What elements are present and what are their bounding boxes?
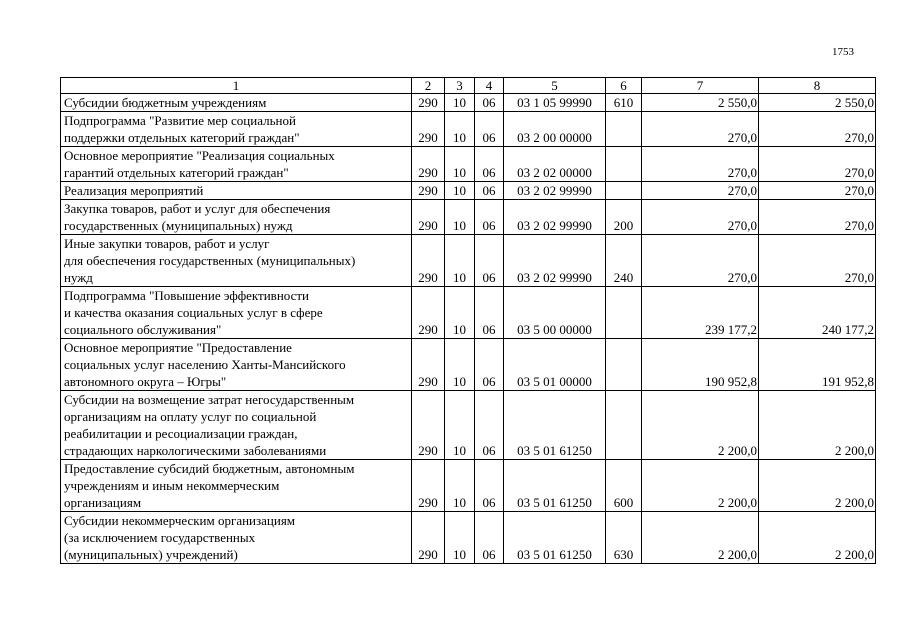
header-cell-6: 6 — [606, 78, 642, 94]
row-col-7: 2 200,0 — [642, 512, 759, 564]
row-col-3: 10 — [445, 182, 475, 200]
row-col-3: 10 — [445, 200, 475, 235]
row-col-7: 270,0 — [642, 235, 759, 287]
header-cell-3: 3 — [445, 78, 475, 94]
row-col-5: 03 5 01 00000 — [504, 339, 606, 391]
row-col-6 — [606, 287, 642, 339]
row-col-3: 10 — [445, 512, 475, 564]
header-cell-5: 5 — [504, 78, 606, 94]
row-col-2: 290 — [412, 339, 445, 391]
row-col-5: 03 1 05 99990 — [504, 94, 606, 112]
row-name: Реализация мероприятий — [61, 182, 412, 200]
row-name: Закупка товаров, работ и услуг для обеспечения государственных (муниципальных) нужд — [61, 200, 412, 235]
row-name: Иные закупки товаров, работ и услуг для обеспечения государственных (муниципальных) нужд — [61, 235, 412, 287]
row-col-2: 290 — [412, 235, 445, 287]
row-col-5: 03 5 01 61250 — [504, 391, 606, 460]
row-col-4: 06 — [475, 460, 504, 512]
row-col-8: 2 550,0 — [759, 94, 876, 112]
row-col-5: 03 5 01 61250 — [504, 512, 606, 564]
header-cell-7: 7 — [642, 78, 759, 94]
row-col-4: 06 — [475, 339, 504, 391]
row-col-2: 290 — [412, 512, 445, 564]
row-name: Основное мероприятие "Предоставление социальных услуг населению Ханты-Мансийского автономного округа – Югры" — [61, 339, 412, 391]
row-name: Субсидии некоммерческим организациям (за исключением государственных (муниципальных) учреждений) — [61, 512, 412, 564]
row-col-8: 2 200,0 — [759, 512, 876, 564]
row-col-4: 06 — [475, 94, 504, 112]
table-row — [61, 182, 876, 200]
table-row — [61, 147, 876, 182]
row-col-3: 10 — [445, 235, 475, 287]
row-name: Субсидии на возмещение затрат негосударственным организациям на оплату услуг по социальной реабилитации и ресоциализации граждан, страдающих наркологическими заболеваниями — [61, 391, 412, 460]
page-number: 1753 — [832, 46, 854, 58]
table-row — [61, 235, 876, 287]
row-col-8: 270,0 — [759, 200, 876, 235]
row-col-7: 2 200,0 — [642, 391, 759, 460]
row-col-6: 240 — [606, 235, 642, 287]
row-col-4: 06 — [475, 391, 504, 460]
row-col-5: 03 2 02 99990 — [504, 200, 606, 235]
table-row — [61, 287, 876, 339]
row-col-8: 270,0 — [759, 147, 876, 182]
row-col-7: 190 952,8 — [642, 339, 759, 391]
row-col-6 — [606, 147, 642, 182]
table-row — [61, 94, 876, 112]
row-col-7: 2 200,0 — [642, 460, 759, 512]
row-col-8: 2 200,0 — [759, 391, 876, 460]
row-col-3: 10 — [445, 460, 475, 512]
row-name: Предоставление субсидий бюджетным, автономным учреждениям и иным некоммерческим организациям — [61, 460, 412, 512]
row-col-5: 03 5 01 61250 — [504, 460, 606, 512]
row-col-6: 630 — [606, 512, 642, 564]
row-col-6: 200 — [606, 200, 642, 235]
row-col-2: 290 — [412, 112, 445, 147]
table-row — [61, 200, 876, 235]
header-cell-1: 1 — [61, 78, 412, 94]
table-row — [61, 460, 876, 512]
row-col-4: 06 — [475, 200, 504, 235]
row-col-7: 270,0 — [642, 182, 759, 200]
row-col-5: 03 5 00 00000 — [504, 287, 606, 339]
row-col-7: 239 177,2 — [642, 287, 759, 339]
row-col-8: 191 952,8 — [759, 339, 876, 391]
row-name: Основное мероприятие "Реализация социальных гарантий отдельных категорий граждан" — [61, 147, 412, 182]
row-col-6: 600 — [606, 460, 642, 512]
row-col-3: 10 — [445, 287, 475, 339]
row-col-3: 10 — [445, 391, 475, 460]
row-col-7: 270,0 — [642, 200, 759, 235]
row-col-3: 10 — [445, 339, 475, 391]
table-row — [61, 512, 876, 564]
row-col-6 — [606, 339, 642, 391]
table-row — [61, 339, 876, 391]
row-col-5: 03 2 02 00000 — [504, 147, 606, 182]
header-cell-2: 2 — [412, 78, 445, 94]
header-row — [61, 78, 876, 94]
row-name: Подпрограмма "Повышение эффективности и качества оказания социальных услуг в сфере социального обслуживания" — [61, 287, 412, 339]
table-row — [61, 391, 876, 460]
header-cell-4: 4 — [475, 78, 504, 94]
row-col-8: 270,0 — [759, 235, 876, 287]
row-col-4: 06 — [475, 182, 504, 200]
row-col-7: 2 550,0 — [642, 94, 759, 112]
table-header — [61, 78, 876, 94]
row-name: Подпрограмма "Развитие мер социальной поддержки отдельных категорий граждан" — [61, 112, 412, 147]
row-col-5: 03 2 00 00000 — [504, 112, 606, 147]
row-col-8: 240 177,2 — [759, 287, 876, 339]
row-col-2: 290 — [412, 94, 445, 112]
row-col-4: 06 — [475, 287, 504, 339]
row-col-2: 290 — [412, 200, 445, 235]
row-col-2: 290 — [412, 460, 445, 512]
row-col-3: 10 — [445, 147, 475, 182]
row-col-7: 270,0 — [642, 147, 759, 182]
budget-table — [60, 77, 876, 564]
row-col-3: 10 — [445, 94, 475, 112]
table-body — [61, 94, 876, 564]
table-row — [61, 112, 876, 147]
row-col-6 — [606, 391, 642, 460]
row-col-2: 290 — [412, 147, 445, 182]
row-col-5: 03 2 02 99990 — [504, 182, 606, 200]
row-col-6 — [606, 112, 642, 147]
row-col-8: 2 200,0 — [759, 460, 876, 512]
row-col-3: 10 — [445, 112, 475, 147]
header-cell-8: 8 — [759, 78, 876, 94]
row-col-2: 290 — [412, 182, 445, 200]
row-col-4: 06 — [475, 112, 504, 147]
row-col-7: 270,0 — [642, 112, 759, 147]
row-col-4: 06 — [475, 235, 504, 287]
row-col-8: 270,0 — [759, 182, 876, 200]
row-col-5: 03 2 02 99990 — [504, 235, 606, 287]
row-col-2: 290 — [412, 287, 445, 339]
row-col-4: 06 — [475, 147, 504, 182]
row-col-6: 610 — [606, 94, 642, 112]
row-col-6 — [606, 182, 642, 200]
row-name: Субсидии бюджетным учреждениям — [61, 94, 412, 112]
row-col-2: 290 — [412, 391, 445, 460]
row-col-4: 06 — [475, 512, 504, 564]
row-col-8: 270,0 — [759, 112, 876, 147]
